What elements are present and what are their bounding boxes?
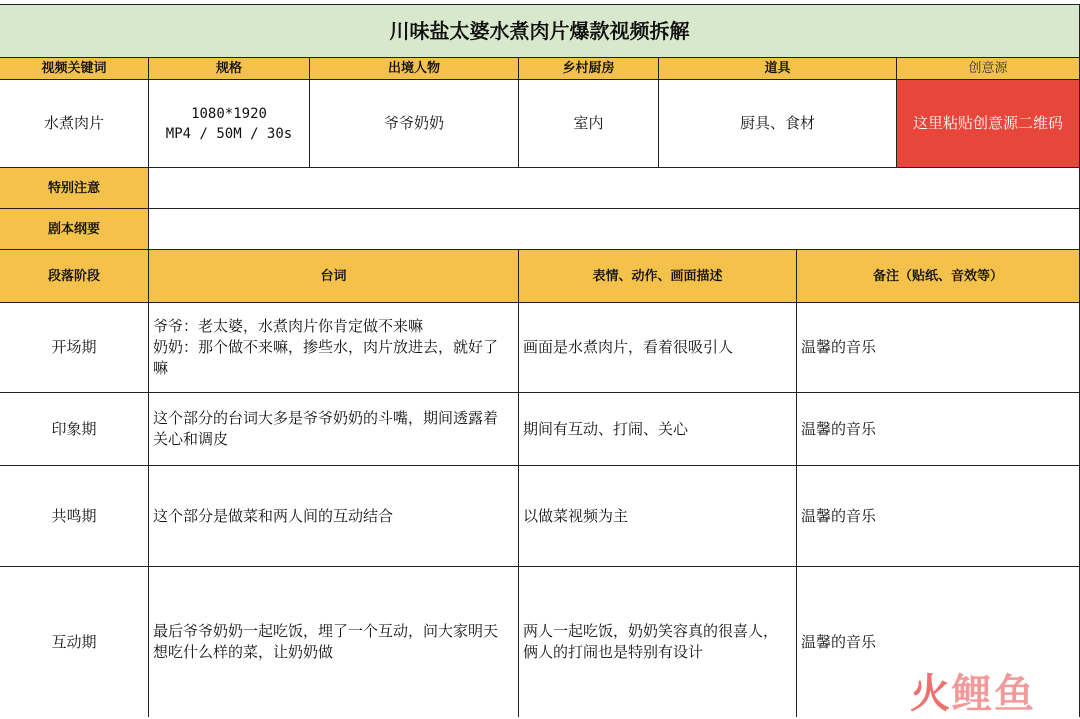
spec-format: MP4 / 50M / 30s: [165, 125, 293, 142]
header-spec: 规格: [149, 58, 310, 80]
stage-name: 互动期: [0, 567, 149, 717]
stage-remark: 温馨的音乐: [797, 567, 1080, 717]
stage-name: 印象期: [0, 393, 149, 466]
stage-name: 共鸣期: [0, 466, 149, 567]
table-row: [0, 393, 1080, 466]
watermark-carp: 鲤鱼: [952, 671, 1036, 717]
title-row: [0, 4, 1080, 58]
header-action: 表情、动作、画面描述: [519, 250, 797, 303]
props-value: 厨具、食材: [659, 80, 897, 168]
outline-row: [0, 209, 1080, 250]
header-remark: 备注（贴纸、音效等）: [797, 250, 1080, 303]
notes-label: 特别注意: [0, 168, 149, 209]
table-row: [0, 303, 1080, 393]
outline-label: 剧本纲要: [0, 209, 149, 250]
outline-value[interactable]: [149, 209, 1080, 250]
notes-row: [0, 168, 1080, 209]
stage-action: 画面是水煮肉片，看着很吸引人: [519, 303, 797, 393]
stage-remark: 温馨的音乐: [797, 466, 1080, 567]
header-stage: 段落阶段: [0, 250, 149, 303]
table-row: [0, 466, 1080, 567]
stage-header-row: [0, 250, 1080, 303]
header-props: 道具: [659, 58, 897, 80]
stage-action: 期间有互动、打闹、关心: [519, 393, 797, 466]
notes-value[interactable]: [149, 168, 1080, 209]
stage-action: 两人一起吃饭，奶奶笑容真的很喜人，俩人的打闹也是特别有设计: [519, 567, 797, 717]
info-header-row: [0, 58, 1080, 80]
watermark-fire: 火: [910, 671, 952, 717]
header-lines: 台词: [149, 250, 519, 303]
stage-lines: 最后爷爷奶奶一起吃饭，埋了一个互动，问大家明天想吃什么样的菜，让奶奶做: [149, 567, 519, 717]
people-value: 爷爷奶奶: [310, 80, 519, 168]
stage-remark: 温馨的音乐: [797, 303, 1080, 393]
stage-remark: 温馨的音乐: [797, 393, 1080, 466]
stage-name: 开场期: [0, 303, 149, 393]
stage-lines: 这个部分的台词大多是爷爷奶奶的斗嘴，期间透露着关心和调皮: [149, 393, 519, 466]
sheet-title: 川味盐太婆水煮肉片爆款视频拆解: [0, 4, 1080, 58]
header-people: 出境人物: [310, 58, 519, 80]
watermark-logo: [910, 662, 1036, 719]
stage-lines: 这个部分是做菜和两人间的互动结合: [149, 466, 519, 567]
stage-lines: 爷爷：老太婆，水煮肉片你肯定做不来嘛 奶奶：那个做不来嘛，掺些水，肉片放进去，就好了嘛: [149, 303, 519, 393]
stage-action: 以做菜视频为主: [519, 466, 797, 567]
header-kitchen: 乡村厨房: [519, 58, 659, 80]
kitchen-value: 室内: [519, 80, 659, 168]
keyword-value: 水煮肉片: [0, 80, 149, 168]
spec-resolution: 1080*1920: [191, 105, 267, 122]
header-source: 创意源: [897, 58, 1080, 80]
header-keyword: 视频关键词: [0, 58, 149, 80]
info-row: [0, 80, 1080, 168]
source-qr-placeholder[interactable]: 这里粘贴创意源二维码: [897, 80, 1080, 168]
spec-value: [149, 80, 310, 168]
